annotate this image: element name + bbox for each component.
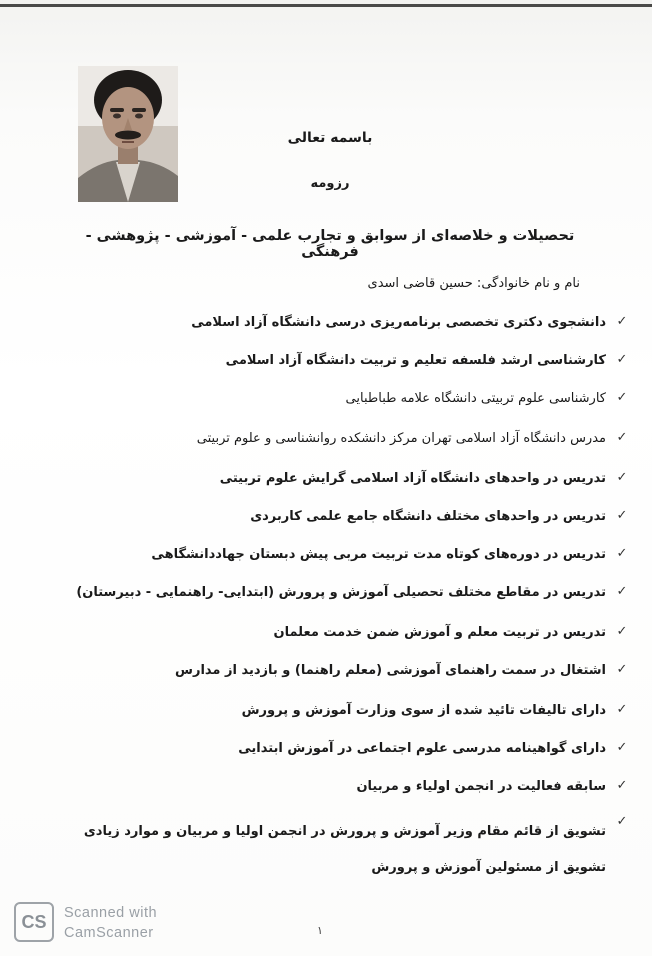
check-icon: ✓	[616, 702, 628, 717]
list-item-text: اشتغال در سمت راهنمای آموزشی (معلم راهنما) و بازدید از مدارس	[175, 663, 606, 678]
check-icon: ✓	[616, 546, 628, 561]
check-icon: ✓	[616, 470, 628, 485]
full-name-line: نام و نام خانوادگی: حسین قاضی اسدی	[367, 276, 580, 291]
watermark-line-2: CamScanner	[64, 925, 154, 941]
check-icon: ✓	[616, 814, 628, 829]
check-icon: ✓	[616, 662, 628, 677]
check-icon: ✓	[616, 584, 628, 599]
check-icon: ✓	[616, 508, 628, 523]
page-number: ۱	[317, 924, 323, 937]
list-item-text: تدریس در واحدهای دانشگاه آزاد اسلامی گرایش علوم تربیتی	[219, 471, 606, 486]
check-icon: ✓	[616, 352, 628, 367]
list-item-text: تشویق از قائم مقام وزیر آموزش و پرورش در انجمن اولیا و مربیان و موارد زیادی تشویق از مسئولین آموزش و پرورش	[83, 824, 606, 875]
resume-heading: رزومه	[310, 176, 350, 191]
list-item-text: کارشناسی ارشد فلسفه تعلیم و تربیت دانشگاه آزاد اسلامی	[225, 353, 606, 368]
list-item-text: کارشناسی علوم تربیتی دانشگاه علامه طباطبایی	[345, 391, 606, 406]
list-item-text: تدریس در مقاطع مختلف تحصیلی آموزش و پرورش (ابتدایی- راهنمایی - دبیرستان)	[76, 585, 606, 600]
list-item-text: دانشجوی دکتری تخصصی برنامه‌ریزی درسی دانشگاه آزاد اسلامی	[191, 315, 606, 330]
check-icon: ✓	[616, 740, 628, 755]
top-border-line	[0, 4, 652, 7]
watermark-line-1: Scanned with	[64, 905, 158, 921]
check-icon: ✓	[616, 624, 628, 639]
list-item-text: سابقه فعالیت در انجمن اولیاء و مربیان	[356, 779, 606, 794]
list-item-text: تدریس در واحدهای مختلف دانشگاه جامع علمی کاربردی	[250, 509, 606, 524]
check-icon: ✓	[616, 314, 628, 329]
check-icon: ✓	[616, 390, 628, 405]
check-icon: ✓	[616, 430, 628, 445]
check-icon: ✓	[616, 778, 628, 793]
portrait-photo	[78, 66, 178, 202]
scanner-watermark	[64, 903, 204, 943]
basmala-heading: باسمه تعالی	[287, 130, 373, 146]
document-title: تحصیلات و خلاصه‌ای از سوابق و تجارب علمی - آموزشی - پژوهشی - فرهنگی	[85, 228, 575, 260]
camscanner-logo-icon: CS	[14, 902, 54, 942]
list-item-text: دارای گواهینامه مدرسی علوم اجتماعی در آموزش ابتدایی	[238, 741, 606, 756]
list-item-text: تدریس در دوره‌های کوتاه مدت تربیت مربی پیش دبستان جهاددانشگاهی	[151, 547, 606, 562]
list-item-text: تدریس در تربیت معلم و آموزش ضمن خدمت معلمان	[273, 625, 606, 640]
list-item-text: دارای تالیفات تائید شده از سوی وزارت آموزش و پرورش	[241, 703, 606, 718]
list-item-text: مدرس دانشگاه آزاد اسلامی تهران مرکز دانشکده روانشناسی و علوم تربیتی	[196, 431, 606, 446]
